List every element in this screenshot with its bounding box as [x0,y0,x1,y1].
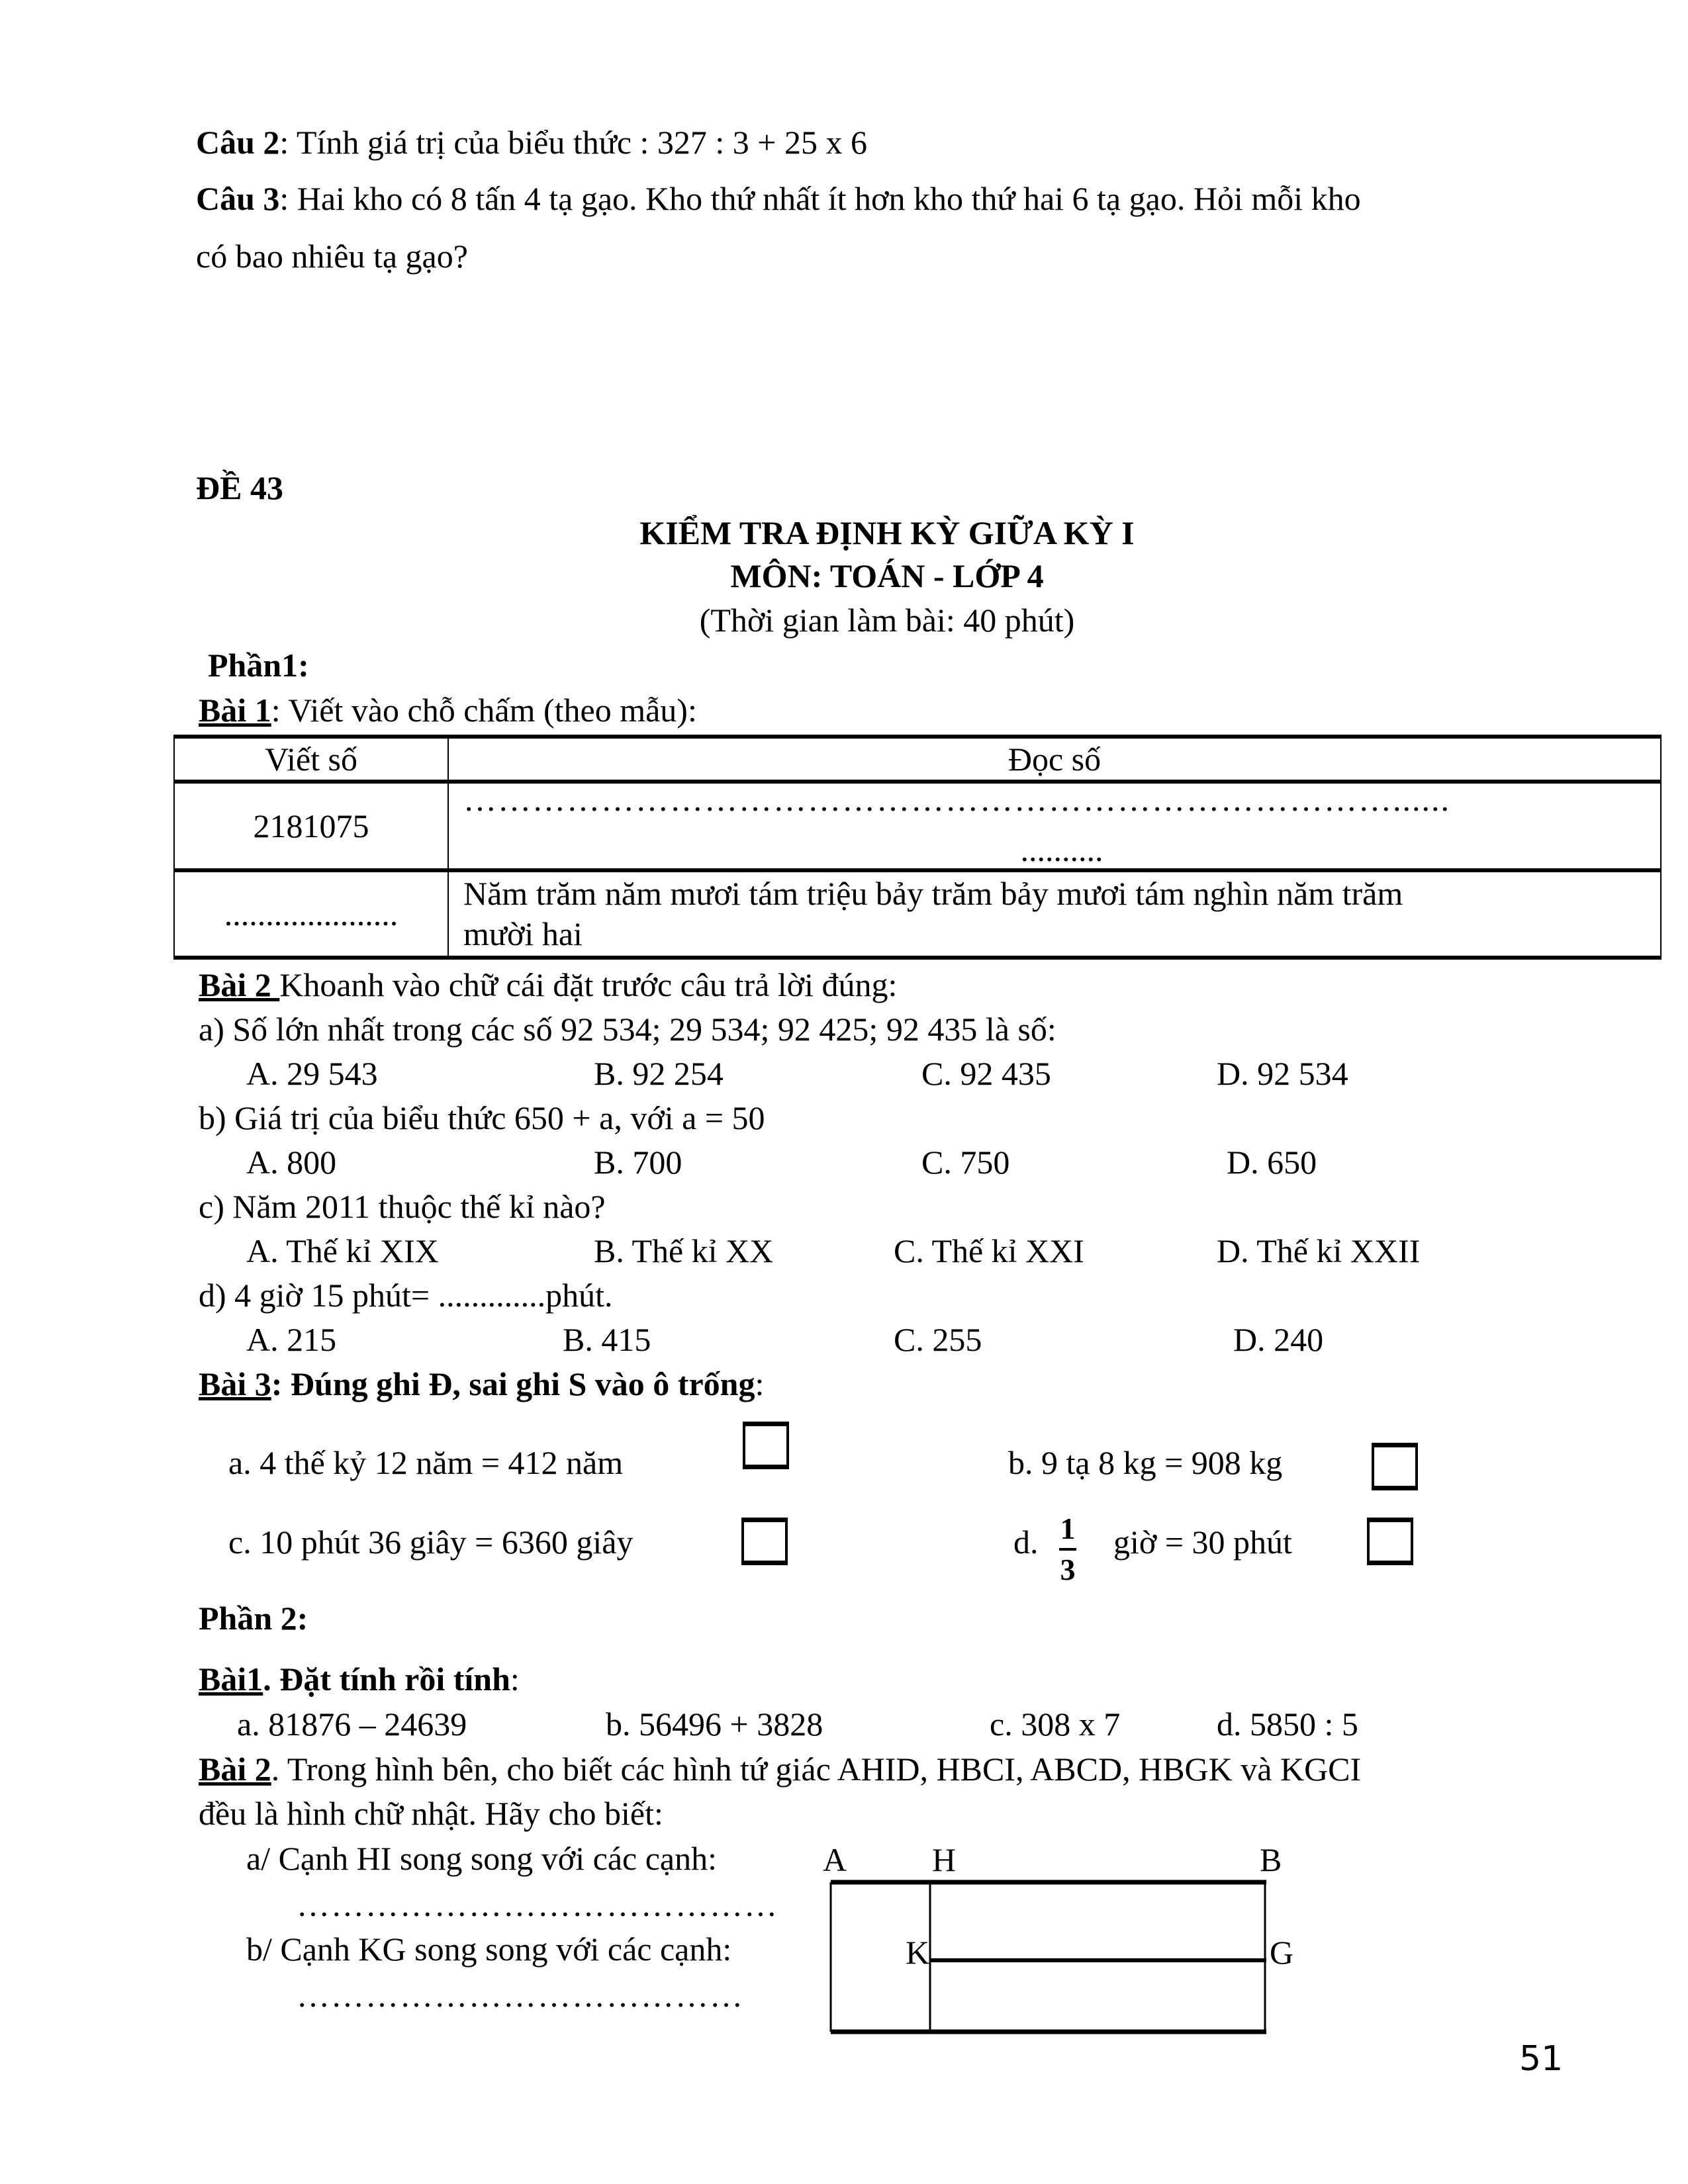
read-dots: ………………………………………………………………………...... [463,781,1450,818]
option-b-B[interactable]: B. 700 [594,1144,682,1181]
cau3 [196,182,1361,215]
bai3-instruction: : Đúng ghi Đ, sai ghi S vào ô trống [271,1365,755,1402]
part2-heading: Phần 2: [199,1600,308,1637]
cau3-text: : Hai kho có 8 tấn 4 tạ gạo. Kho thứ nhất ít hơn kho thứ hai 6 tạ gạo. Hỏi mỗi kho [279,180,1361,217]
option-a-B[interactable]: B. 92 254 [594,1055,724,1092]
calc-b: b. 56496 + 3828 [606,1706,823,1743]
tf-item-a: a. 4 thế kỷ 12 năm = 412 năm [228,1444,624,1481]
calc-d: d. 5850 : 5 [1217,1706,1358,1743]
bai1-label: Bài 1 [199,692,271,729]
option-a-A[interactable]: A. 29 543 [246,1055,378,1092]
cell-write[interactable]: ..................... [174,870,448,958]
p2-bai1-instruction: . Đặt tính rồi tính [263,1661,510,1698]
label-G: G [1270,1934,1294,1971]
cell-read [448,870,1661,958]
question-hi: a/ Cạnh HI song song với các cạnh: [246,1840,717,1877]
exam-subject: MÔN: TOÁN - LỚP 4 [730,557,1044,594]
question-c: c) Năm 2011 thuộc thế kỉ nào? [199,1188,606,1225]
bai2-heading [199,968,897,1001]
question-b: b) Giá trị của biểu thức 650 + a, với a = 50 [199,1099,765,1136]
option-b-C[interactable]: C. 750 [921,1144,1010,1181]
header-read: Đọc số [448,737,1661,782]
calc-c: c. 308 x 7 [990,1706,1121,1743]
tf-item-d: giờ = 30 phút [1113,1524,1292,1561]
cau2 [196,126,867,159]
option-a-C[interactable]: C. 92 435 [921,1055,1051,1092]
bai2-instruction: Khoanh vào chữ cái đặt trước câu trả lời đúng: [279,966,898,1003]
p2-bai2-instruction: . Trong hình bên, cho biết các hình tứ giác AHID, HBCI, ABCD, HBGK và KGCI [271,1751,1362,1788]
tf-item-b: b. 9 tạ 8 kg = 908 kg [1008,1444,1283,1481]
table-header-row [174,737,1661,782]
option-c-B[interactable]: B. Thế kỉ XX [594,1232,774,1269]
read-text: Năm trăm năm mươi tám triệu bảy trăm bảy mươi tám nghìn năm trăm [463,875,1403,912]
option-d-A[interactable]: A. 215 [246,1321,337,1358]
p2-bai1-heading [199,1662,520,1696]
bai2-label: Bài 2 [199,966,280,1003]
option-b-D[interactable]: D. 650 [1227,1144,1317,1181]
p2-bai2-instruction-2: đều là hình chữ nhật. Hãy cho biết: [199,1795,663,1832]
number-table [173,735,1662,960]
option-b-A[interactable]: A. 800 [246,1144,337,1181]
bai1-instruction: : Viết vào chỗ chấm (theo mẫu): [271,692,697,729]
read-dots-2: .......... [1020,831,1103,868]
option-c-D[interactable]: D. Thế kỉ XXII [1217,1232,1421,1269]
option-c-C[interactable]: C. Thế kỉ XXI [894,1232,1084,1269]
fraction-one-third [1059,1514,1076,1585]
read-text-2: mười hai [463,915,583,952]
option-d-C[interactable]: C. 255 [894,1321,982,1358]
cau3-continued: có bao nhiêu tạ gạo? [196,238,468,275]
p2-bai2-label: Bài 2 [199,1751,271,1788]
cell-read[interactable] [448,782,1661,870]
bai3-colon: : [755,1365,765,1402]
tf-box-d[interactable] [1367,1518,1413,1565]
page-number: 51 [1519,2039,1564,2079]
bai3-heading [199,1367,764,1400]
bai3-label: Bài 3 [199,1365,271,1402]
tf-box-c[interactable] [741,1518,788,1565]
exam-title: KIỂM TRA ĐỊNH KỲ GIỮA KỲ I [639,514,1135,551]
question-d: d) 4 giờ 15 phút= .............phút. [199,1277,613,1314]
answer-kg-dots[interactable]: ………………………………… [297,1977,744,2014]
bai1-heading [199,694,697,727]
frac-denominator: 3 [1060,1553,1076,1586]
part1-heading: Phần1: [208,647,309,684]
tf-item-d-prefix: d. [1013,1524,1039,1561]
p2-bai1-colon: : [510,1661,520,1698]
tf-box-b[interactable] [1372,1443,1418,1490]
label-B: B [1260,1841,1282,1878]
p2-bai2-heading [199,1752,1361,1786]
calc-a: a. 81876 – 24639 [237,1706,467,1743]
cau2-label: Câu 2 [196,124,280,161]
frac-numerator: 1 [1060,1512,1076,1545]
exam-duration: (Thời gian làm bài: 40 phút) [699,602,1075,639]
exam-code: ĐỀ 43 [196,469,283,506]
label-A: A [823,1841,847,1878]
tf-item-c: c. 10 phút 36 giây = 6360 giây [228,1524,633,1561]
table-row [174,782,1661,870]
rectangle-figure [827,1880,1278,2038]
option-d-B[interactable]: B. 415 [563,1321,651,1358]
option-d-D[interactable]: D. 240 [1233,1321,1324,1358]
cau2-text: : Tính giá trị của biểu thức : 327 : 3 + 25 x 6 [279,124,867,161]
answer-hi-dots[interactable]: …………………………………… [297,1886,778,1923]
option-a-D[interactable]: D. 92 534 [1217,1055,1348,1092]
cau3-label: Câu 3 [196,180,280,217]
option-c-A[interactable]: A. Thế kỉ XIX [246,1232,439,1269]
cell-write: 2181075 [174,782,448,870]
question-a: a) Số lớn nhất trong các số 92 534; 29 534; 92 425; 92 435 là số: [199,1011,1056,1048]
frac-bar [1059,1548,1076,1551]
tf-box-a[interactable] [743,1422,789,1469]
label-H: H [932,1841,957,1878]
label-K: K [906,1934,930,1971]
table-row [174,870,1661,958]
p2-bai1-label: Bài1 [199,1661,263,1698]
question-kg: b/ Cạnh KG song song với các cạnh: [246,1931,732,1968]
header-write: Viết số [174,737,448,782]
